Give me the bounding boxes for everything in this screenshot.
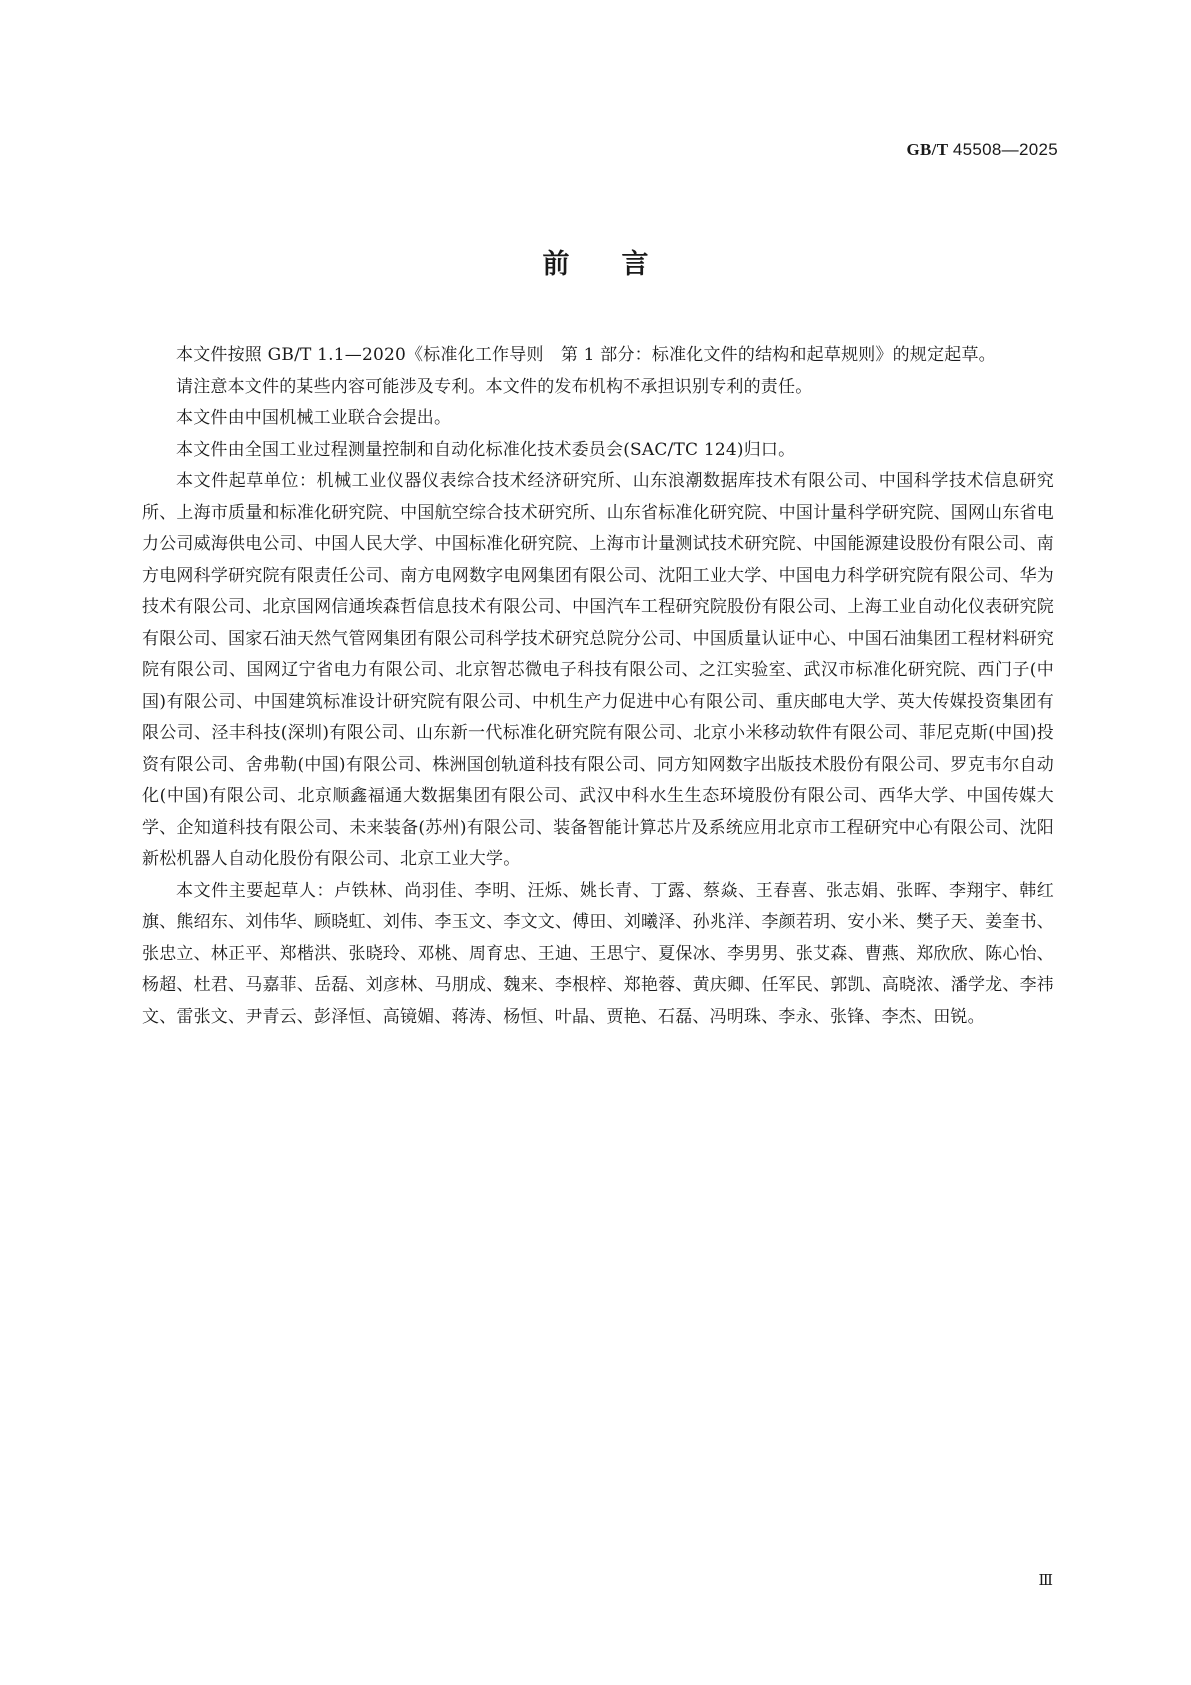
foreword-body [142, 340, 1054, 1033]
paragraph-drafting-rules: 本文件按照 GB/T 1.1—2020《标准化工作导则 第 1 部分：标准化文件的结构和起草规则》的规定起草。 [176, 345, 996, 365]
page-title: 前言 [542, 249, 701, 280]
document-code [907, 140, 1058, 160]
paragraph-drafting-organizations: 本文件起草单位：机械工业仪器仪表综合技术经济研究所、山东浪潮数据库技术有限公司、中国科学技术信息研究所、上海市质量和标准化研究院、中国航空综合技术研究所、山东省标准化研究院、中国计量科学研究院、国网山东省电力公司威海供电公司、中国人民大学、中国标准化研究院、上海市计量测试技术研究院、中国能源建设股份有限公司、南方电网科学研究院有限责任公司、南方电网数字电网集团有限公司、沈阳工业大学、中国电力科学研究院有限公司、华为技术有限公司、北京国网信通埃森哲信息技术有限公司、中国汽车工程研究院股份有限公司、上海工业自动化仪表研究院有限公司、国家石油天然气管网集团有限公司科学技术研究总院分公司、中国质量认证中心、中国石油集团工程材料研究院有限公司、国网辽宁省电力有限公司、北京智芯微电子科技有限公司、之江实验室、武汉市标准化研究院、西门子(中国)有限公司、中国建筑标准设计研究院有限公司、中机生产力促进中心有限公司、重庆邮电大学、英大传媒投资集团有限公司、泾丰科技(深圳)有限公司、山东新一代标准化研究院有限公司、北京小米移动软件有限公司、菲尼克斯(中国)投资有限公司、舍弗勒(中国)有限公司、株洲国创轨道科技有限公司、同方知网数字出版技术股份有限公司、罗克韦尔自动化(中国)有限公司、北京顺鑫福通大数据集团有限公司、武汉中科水生生态环境股份有限公司、西华大学、中国传媒大学、企知道科技有限公司、未来装备(苏州)有限公司、装备智能计算芯片及系统应用北京市工程研究中心有限公司、沈阳新松机器人自动化股份有限公司、北京工业大学。 [142, 471, 1054, 869]
paragraph-main-drafters: 本文件主要起草人：卢铁林、尚羽佳、李明、汪烁、姚长青、丁露、蔡焱、王春喜、张志娟、张晖、李翔宇、韩红旗、熊绍东、刘伟华、顾晓虹、刘伟、李玉文、李文文、傅田、刘曦泽、孙兆洋、李颜若玥、安小米、樊子天、姜奎书、张忠立、林正平、郑楷洪、张晓玲、邓桃、周育忠、王迪、王思宁、夏保冰、李男男、张艾森、曹燕、郑欣欣、陈心怡、杨超、杜君、马嘉菲、岳磊、刘彦林、马朋成、魏来、李根梓、郑艳蓉、黄庆卿、任军民、郭凯、高晓浓、潘学龙、李祎文、雷张文、尹青云、彭泽恒、高镜媚、蒋涛、杨恒、叶晶、贾艳、石磊、冯明珠、李永、张锋、李杰、田锐。 [142, 880, 1054, 1027]
page-number: Ⅲ [1038, 1573, 1053, 1589]
document-code-number: 45508—2025 [952, 140, 1058, 159]
paragraph-patent-notice: 请注意本文件的某些内容可能涉及专利。本文件的发布机构不承担识别专利的责任。 [176, 376, 813, 397]
paragraph-technical-committee: 本文件由全国工业过程测量控制和自动化标准化技术委员会(SAC/TC 124)归口。 [176, 439, 796, 460]
document-code-prefix: GB/T [906, 140, 949, 159]
paragraph-proposer: 本文件由中国机械工业联合会提出。 [176, 408, 452, 428]
